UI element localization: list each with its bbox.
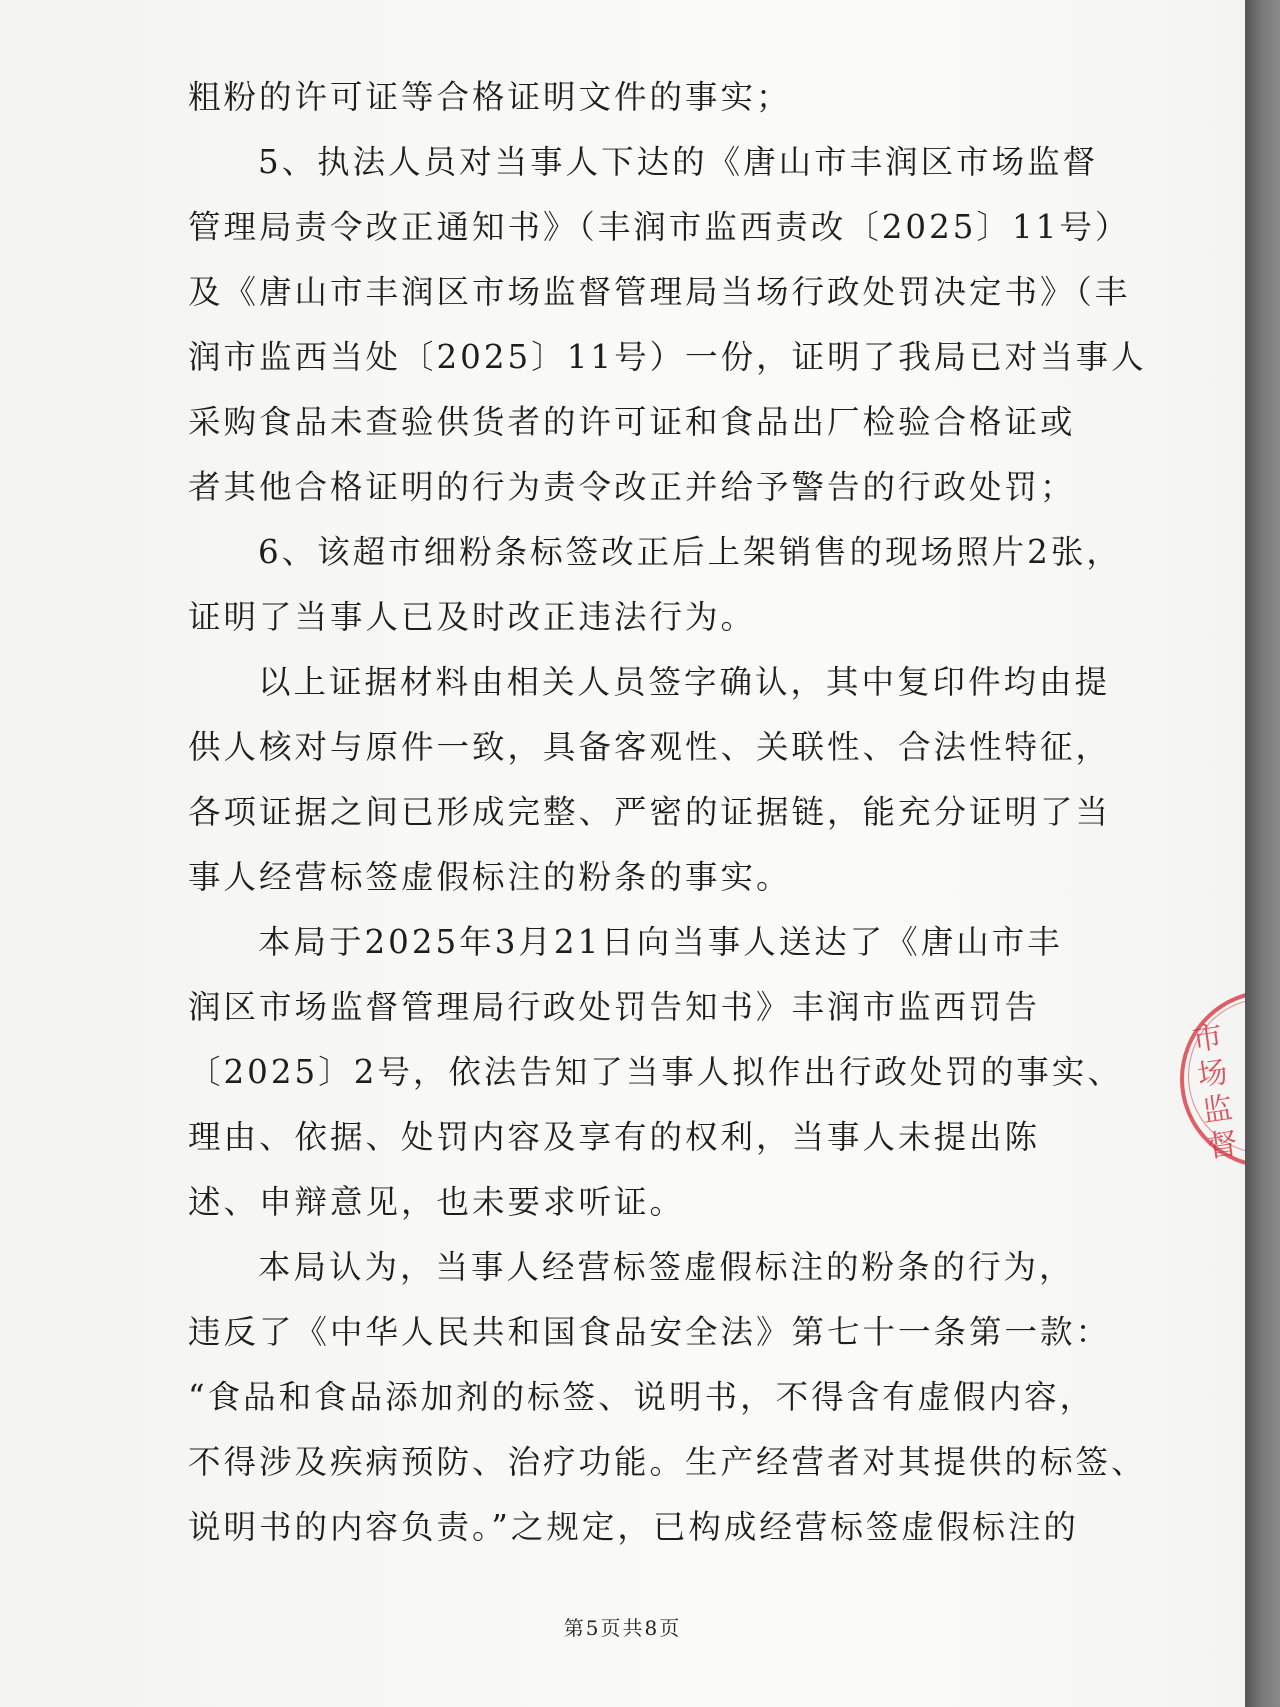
text-line: 管理局责令改正通知书》（丰润市监西责改〔2025〕11号） — [188, 208, 1131, 246]
text-line: 者其他合格证明的行为责令改正并给予警告的行政处罚； — [188, 468, 1076, 506]
text-line: 5、执法人员对当事人下达的《唐山市丰润区市场监督 — [258, 143, 1099, 181]
text-line: 违反了《中华人民共和国食品安全法》第七十一条第一款： — [188, 1313, 1112, 1351]
seal-text: 市场监督 — [1190, 1019, 1240, 1166]
text-line: 以上证据材料由相关人员签字确认，其中复印件均由提 — [258, 663, 1111, 701]
page-number-footer: 第5页共8页 — [563, 1616, 682, 1640]
background-edge — [1245, 0, 1280, 1707]
text-line: “食品和食品添加剂的标签、说明书，不得含有虚假内容， — [188, 1378, 1096, 1416]
text-line: 润区市场监督管理局行政处罚告知书》丰润市监西罚告 — [188, 988, 1041, 1026]
text-line: 事人经营标签虚假标注的粉条的事实。 — [188, 858, 792, 896]
text-line: 不得涉及疾病预防、治疗功能。生产经营者对其提供的标签、 — [188, 1443, 1147, 1481]
text-line: 〔2025〕2号，依法告知了当事人拟作出行政处罚的事实、 — [188, 1053, 1123, 1091]
text-line: 说明书的内容负责。”之规定，已构成经营标签虚假标注的 — [188, 1508, 1079, 1546]
text-line: 及《唐山市丰润区市场监督管理局当场行政处罚决定书》（丰 — [188, 273, 1131, 311]
text-line: 理由、依据、处罚内容及享有的权利，当事人未提出陈 — [188, 1118, 1041, 1156]
text-line: 供人核对与原件一致，具备客观性、关联性、合法性特征， — [188, 728, 1112, 766]
text-line: 本局认为，当事人经营标签虚假标注的粉条的行为， — [258, 1248, 1075, 1286]
text-line: 润市监西当处〔2025〕11号）一份，证明了我局已对当事人 — [188, 338, 1147, 376]
text-line: 证明了当事人已及时改正违法行为。 — [188, 598, 757, 636]
text-line: 本局于2025年3月21日向当事人送达了《唐山市丰 — [258, 923, 1063, 961]
text-line: 采购食品未查验供货者的许可证和食品出厂检验合格证或 — [188, 403, 1076, 441]
text-line: 6、该超市细粉条标签改正后上架销售的现场照片2张， — [258, 533, 1122, 571]
text-line: 述、申辩意见，也未要求听证。 — [188, 1183, 686, 1221]
text-line: 粗粉的许可证等合格证明文件的事实； — [188, 78, 792, 116]
text-line: 各项证据之间已形成完整、严密的证据链，能充分证明了当 — [188, 793, 1112, 831]
